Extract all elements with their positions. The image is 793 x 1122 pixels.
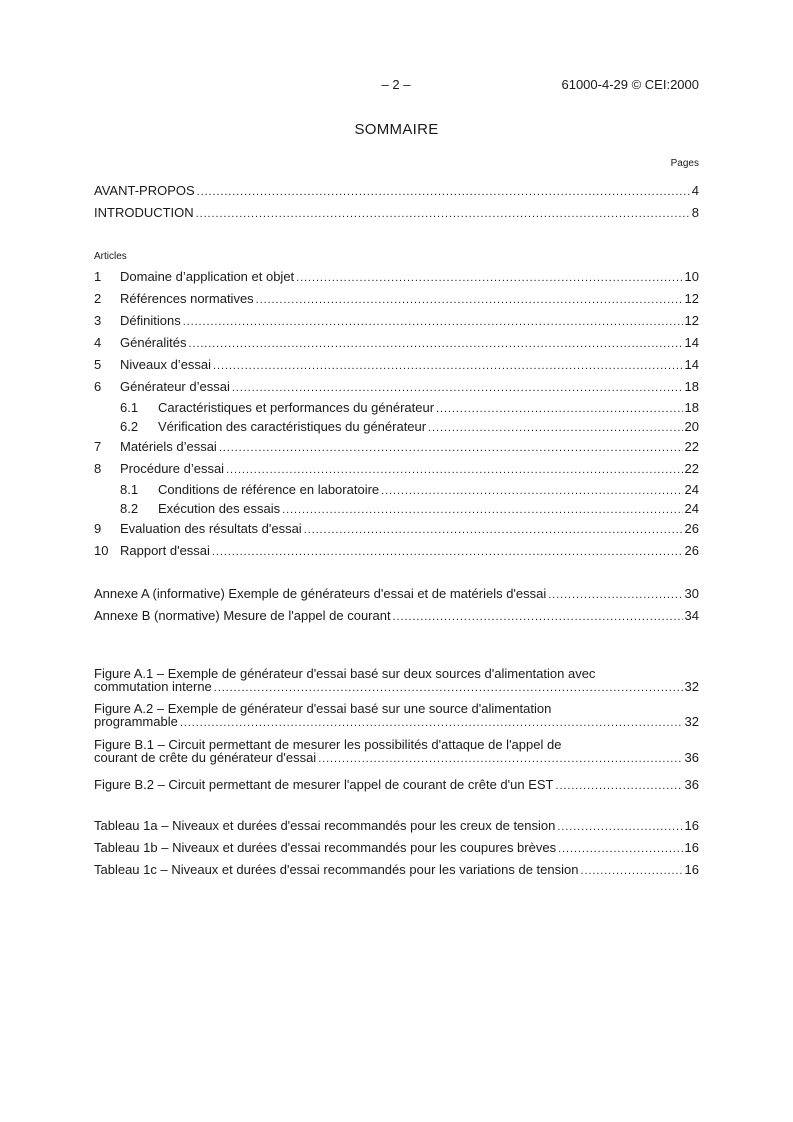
toc-entry-page: 14 bbox=[684, 357, 699, 372]
toc-entry-article[interactable] bbox=[94, 436, 699, 458]
toc-entry-number: 10 bbox=[94, 543, 109, 558]
toc-entry-page: 22 bbox=[684, 461, 699, 476]
toc-entry-label: Références normatives bbox=[120, 291, 254, 306]
dot-leader bbox=[196, 209, 690, 222]
dot-leader bbox=[557, 822, 682, 835]
toc-entry-figure-b2[interactable] bbox=[94, 774, 699, 796]
toc-entry-page: 36 bbox=[684, 750, 699, 765]
dot-leader bbox=[226, 465, 682, 478]
toc-entry-page: 16 bbox=[684, 840, 699, 855]
dot-leader bbox=[318, 754, 682, 767]
toc-entry-number: 6 bbox=[94, 379, 102, 394]
toc-entry-page: 34 bbox=[684, 608, 699, 623]
toc-entry-page: 8 bbox=[691, 205, 699, 220]
toc-entry-label: Caractéristiques et performances du générateur bbox=[158, 400, 435, 415]
toc-entry-article[interactable] bbox=[94, 540, 699, 562]
toc-entry-page: 32 bbox=[684, 714, 699, 729]
toc-entry-page: 4 bbox=[691, 183, 699, 198]
toc-entry-page: 26 bbox=[684, 543, 699, 558]
toc-entry-article[interactable] bbox=[94, 480, 699, 499]
toc-entry-label: Tableau 1b – Niveaux et durées d'essai recommandés pour les coupures brèves bbox=[94, 840, 557, 855]
toc-entry-label: Figure B.2 – Circuit permettant de mesurer l'appel de courant de crête d'un EST bbox=[94, 777, 554, 792]
toc-entry-page: 20 bbox=[684, 419, 699, 434]
toc-entry-label: INTRODUCTION bbox=[94, 205, 194, 220]
toc-entry-tableau-1a[interactable] bbox=[94, 815, 699, 837]
dot-leader bbox=[555, 781, 682, 794]
toc-entry-figure-a2[interactable] bbox=[94, 702, 699, 738]
dot-leader bbox=[296, 273, 682, 286]
toc-entry-tableau-1c[interactable] bbox=[94, 859, 699, 881]
dot-leader bbox=[436, 404, 682, 417]
toc-entry-figure-a1[interactable] bbox=[94, 667, 699, 702]
toc-entry-label: Générateur d’essai bbox=[120, 379, 230, 394]
dot-leader bbox=[188, 339, 682, 352]
toc-entry-number: 6.1 bbox=[120, 400, 139, 415]
toc-entry-label: Matériels d’essai bbox=[120, 439, 217, 454]
toc-entry-page: 36 bbox=[684, 777, 699, 792]
toc-entry-label: Annexe B (normative) Mesure de l'appel de courant bbox=[94, 608, 391, 623]
toc-entry-annexe-b[interactable] bbox=[94, 605, 699, 627]
toc-entry-page: 18 bbox=[684, 400, 699, 415]
toc-entry-label: Rapport d'essai bbox=[120, 543, 210, 558]
dot-leader bbox=[393, 612, 683, 625]
toc-entry-label: AVANT-PROPOS bbox=[94, 183, 195, 198]
dot-leader bbox=[232, 383, 683, 396]
toc-entry-label: Tableau 1a – Niveaux et durées d'essai recommandés pour les creux de tension bbox=[94, 818, 556, 833]
articles-list bbox=[94, 266, 699, 562]
toc-entry-label: Figure B.1 – Circuit permettant de mesurer les possibilités d'attaque de l'appel de bbox=[94, 737, 562, 752]
toc-entry-article[interactable] bbox=[94, 398, 699, 417]
toc-entry-label-cont: programmable bbox=[94, 714, 178, 729]
toc-entry-page: 24 bbox=[684, 482, 699, 497]
toc-entry-tableau-1b[interactable] bbox=[94, 837, 699, 859]
toc-entry-page: 12 bbox=[684, 291, 699, 306]
dot-leader bbox=[183, 317, 683, 330]
toc-entry-article[interactable] bbox=[94, 499, 699, 518]
dot-leader bbox=[580, 866, 682, 879]
dot-leader bbox=[256, 295, 683, 308]
toc-entry-article[interactable] bbox=[94, 458, 699, 480]
toc-entry-label: Evaluation des résultats d'essai bbox=[120, 521, 302, 536]
toc-entry-article[interactable] bbox=[94, 332, 699, 354]
articles-label: Articles bbox=[94, 251, 127, 262]
dot-leader bbox=[428, 423, 682, 436]
dot-leader bbox=[197, 187, 690, 200]
page-title: SOMMAIRE bbox=[354, 121, 439, 138]
document-code: 61000-4-29 © CEI:2000 bbox=[561, 77, 699, 92]
toc-entry-page: 26 bbox=[684, 521, 699, 536]
toc-entry-number: 5 bbox=[94, 357, 102, 372]
dot-leader bbox=[304, 525, 683, 538]
toc-entry-label: Figure A.2 – Exemple de générateur d'essai basé sur une source d'alimentation bbox=[94, 701, 552, 716]
toc-entry-page: 30 bbox=[684, 586, 699, 601]
toc-entry-figure-b1[interactable] bbox=[94, 738, 699, 774]
toc-entry-article[interactable] bbox=[94, 376, 699, 398]
toc-entry-page: 12 bbox=[684, 313, 699, 328]
dot-leader bbox=[548, 590, 682, 603]
dot-leader bbox=[558, 844, 682, 857]
toc-entry-label: Exécution des essais bbox=[158, 501, 281, 516]
toc-entry-page: 10 bbox=[684, 269, 699, 284]
toc-entry-page: 22 bbox=[684, 439, 699, 454]
toc-entry-page: 32 bbox=[684, 679, 699, 694]
toc-entry-article[interactable] bbox=[94, 310, 699, 332]
toc-entry-article[interactable] bbox=[94, 266, 699, 288]
toc-entry-number: 7 bbox=[94, 439, 102, 454]
pages-column-label: Pages bbox=[670, 158, 699, 169]
toc-entry-label: Vérification des caractéristiques du générateur bbox=[158, 419, 427, 434]
tables-list bbox=[94, 815, 699, 881]
toc-entry-label: Tableau 1c – Niveaux et durées d'essai recommandés pour les variations de tension bbox=[94, 862, 579, 877]
toc-entry-number: 8.1 bbox=[120, 482, 139, 497]
dot-leader bbox=[219, 443, 683, 456]
dot-leader bbox=[282, 505, 682, 518]
toc-entry-label: Procédure d’essai bbox=[120, 461, 225, 476]
toc-entry-label: Figure A.1 – Exemple de générateur d'essai basé sur deux sources d'alimentation avec bbox=[94, 666, 596, 681]
dot-leader bbox=[180, 718, 683, 731]
toc-entry-page: 16 bbox=[684, 818, 699, 833]
toc-entry-article[interactable] bbox=[94, 417, 699, 436]
toc-entry-avant-propos[interactable] bbox=[94, 180, 699, 202]
toc-entry-introduction[interactable] bbox=[94, 202, 699, 224]
toc-entry-number: 8 bbox=[94, 461, 102, 476]
toc-entry-page: 18 bbox=[684, 379, 699, 394]
toc-entry-article[interactable] bbox=[94, 288, 699, 310]
dot-leader bbox=[381, 486, 682, 499]
figures-list bbox=[94, 667, 699, 796]
toc-entry-article[interactable] bbox=[94, 354, 699, 376]
dot-leader bbox=[213, 361, 682, 374]
toc-entry-number: 9 bbox=[94, 521, 102, 536]
page-number: – 2 – bbox=[381, 77, 411, 92]
toc-entry-label: Généralités bbox=[120, 335, 187, 350]
toc-entry-label: Conditions de référence en laboratoire bbox=[158, 482, 380, 497]
toc-entry-number: 6.2 bbox=[120, 419, 139, 434]
dot-leader bbox=[214, 683, 683, 696]
toc-entry-number: 8.2 bbox=[120, 501, 139, 516]
toc-entry-label-cont: courant de crête du générateur d'essai bbox=[94, 750, 317, 765]
toc-entry-label: Définitions bbox=[120, 313, 181, 328]
dot-leader bbox=[212, 547, 683, 560]
toc-entry-number: 1 bbox=[94, 269, 102, 284]
toc-entry-article[interactable] bbox=[94, 518, 699, 540]
toc-entry-number: 4 bbox=[94, 335, 102, 350]
toc-entry-label-cont: commutation interne bbox=[94, 679, 212, 694]
toc-entry-page: 14 bbox=[684, 335, 699, 350]
toc-entry-number: 3 bbox=[94, 313, 102, 328]
toc-entry-number: 2 bbox=[94, 291, 102, 306]
toc-entry-page: 24 bbox=[684, 501, 699, 516]
toc-entry-label: Niveaux d’essai bbox=[120, 357, 212, 372]
toc-entry-page: 16 bbox=[684, 862, 699, 877]
toc-entry-label: Annexe A (informative) Exemple de générateurs d'essai et de matériels d'essai bbox=[94, 586, 547, 601]
annexes-list bbox=[94, 583, 699, 627]
toc-entry-label: Domaine d’application et objet bbox=[120, 269, 295, 284]
front-matter-list bbox=[94, 180, 699, 224]
toc-entry-annexe-a[interactable] bbox=[94, 583, 699, 605]
